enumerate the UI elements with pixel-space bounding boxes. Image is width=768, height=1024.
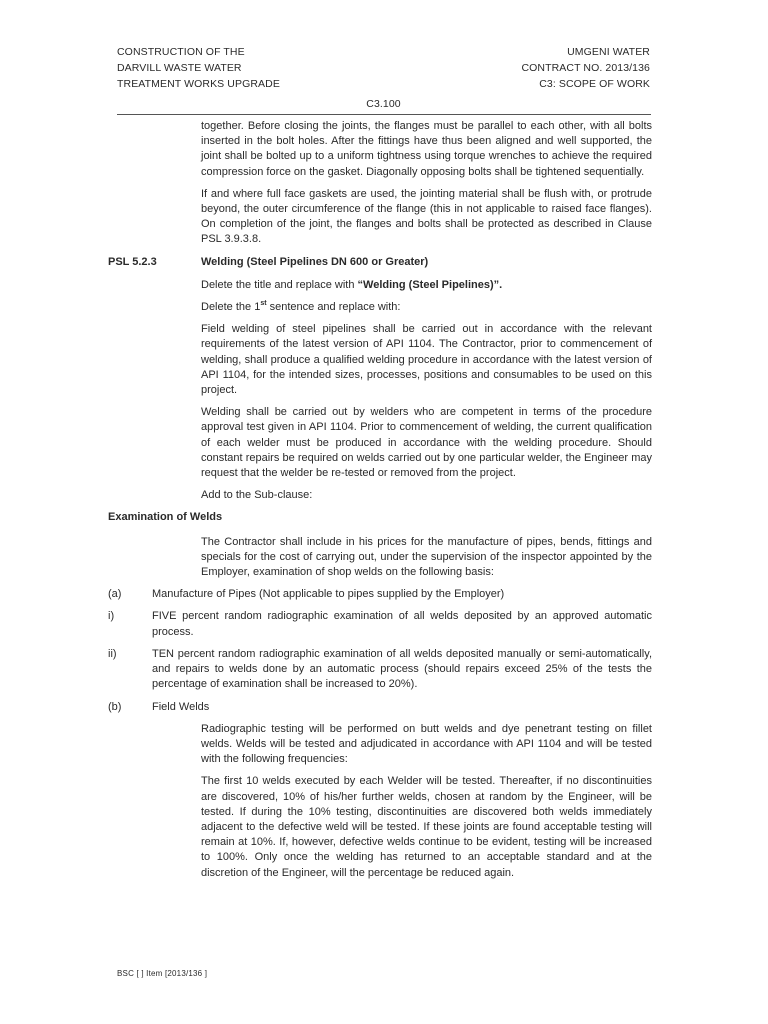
paragraph-first-ten-welds: The first 10 welds executed by each Welder will be tested. Thereafter, if no discontinuities are discovered, 10% of his/her further welds, chosen at random by the Engineer, will be tested. If during the 10% testing, discontinuities are discovered both welds immediately adjacent to the defective weld will be tested. If these joints are found acceptable testing will remain at 10%. If, however, defective welds continue to be evident, testing will be increased to 100%. Only once the welding has returned to an acceptable standard and at the discretion of the Engineer, will the percentage be reduced again. xyxy=(201,775,652,879)
paragraph-radiographic-testing: Radiographic testing will be performed on butt welds and dye penetrant testing on fillet welds. Welds will be tested and adjudicated in accordance with API 1104 and will be tested with the following frequencies: xyxy=(201,722,652,766)
header-right-line-3: C3: SCOPE OF WORK xyxy=(539,78,650,90)
header-left-line-2: DARVILL WASTE WATER xyxy=(117,62,242,74)
page-reference: C3.100 xyxy=(366,98,401,110)
header-right-line-2: CONTRACT NO. 2013/136 xyxy=(521,62,650,74)
header-divider xyxy=(117,114,651,115)
instruction-replace-sentence xyxy=(201,300,652,315)
instruction-sentence-prefix: Delete the 1 xyxy=(201,301,261,314)
instruction-replace-title-text: Delete the title and replace with xyxy=(201,278,358,291)
paragraph-examination: The Contractor shall include in his prices for the manufacture of pipes, bends, fittings and specials for the cost of carrying out, under the supervision of the inspector appointed by the Employer, examination of shop welds on the following basis: xyxy=(201,535,652,579)
instruction-add-subclause: Add to the Sub-clause: xyxy=(201,489,313,502)
document-body xyxy=(108,119,652,888)
header-left-line-3: TREATMENT WORKS UPGRADE xyxy=(117,78,280,90)
list-marker-b: (b) xyxy=(108,700,122,713)
list-item-ii xyxy=(108,647,652,693)
new-title: “Welding (Steel Pipelines)”. xyxy=(357,278,503,291)
paragraph-gaskets: If and where full face gaskets are used, the jointing material shall be flush with, or protrude beyond, the outer circumference of the flange (this in not applicable to raised face flanges). On completion of the joint, the flanges and bolts shall be protected as described in Clause PSL 3.9.3.8. xyxy=(201,187,652,246)
paragraph-flanges: together. Before closing the joints, the flanges must be parallel to each other, with all bolts inserted in the bolt holes. After the fittings have thus been aligned and well supported, the joint shall be bolted up to a uniform tightness using torque wrenches to achieve the required compression force on the gasket. Diagonally opposing bolts shall be tightened sequentially. xyxy=(201,120,652,178)
list-marker-ii: ii) xyxy=(108,647,117,660)
ordinal-superscript: st xyxy=(260,300,267,308)
list-item-a xyxy=(108,587,652,602)
list-text-ii: TEN percent random radiographic examination of all welds deposited manually or semi-automatically, and repairs to welds done by an automatic process (should repairs exceed 25% of the tests the percentage of examination shall be increased to 20%). xyxy=(152,647,652,691)
page-header xyxy=(117,44,650,112)
list-marker-a: (a) xyxy=(108,588,122,601)
header-row-3 xyxy=(117,76,650,92)
list-text-a: Manufacture of Pipes (Not applicable to pipes supplied by the Employer) xyxy=(152,588,505,601)
header-right-line-1: UMGENI WATER xyxy=(567,46,650,58)
list-text-i: FIVE percent random radiographic examination of all welds deposited by an approved automatic process. xyxy=(152,610,652,638)
list-item-i xyxy=(108,609,652,639)
paragraph-field-welding: Field welding of steel pipelines shall be carried out in accordance with the relevant requirements of the latest version of API 1104. The Contractor, prior to commencement of welding, shall produce a qualified welding procedure in accordance with the latest version of API 1104, for the intended sizes, processes, positions and consumables to be used on this project. xyxy=(201,323,652,397)
header-left-line-1: CONSTRUCTION OF THE xyxy=(117,46,245,58)
clause-number: PSL 5.2.3 xyxy=(108,255,157,268)
examination-heading: Examination of Welds xyxy=(108,511,223,524)
clause-heading xyxy=(108,255,652,270)
paragraph-welders: Welding shall be carried out by welders who are competent in terms of the procedure approval test given in API 1104. Prior to commencement of welding, the current qualification of each welder must be produced in accordance with the welding procedure. Should constant repairs be required on welds carried out by one particular welder, the Engineer may request that the welder be re-tested or removed from the project. xyxy=(201,406,652,480)
list-item-b xyxy=(108,700,652,715)
clause-title: Welding (Steel Pipelines DN 600 or Greater) xyxy=(201,255,429,268)
header-row-1 xyxy=(117,44,650,60)
instruction-sentence-suffix: sentence and replace with: xyxy=(266,301,401,314)
list-marker-i: i) xyxy=(108,610,115,623)
instruction-replace-title xyxy=(201,278,652,293)
header-row-2 xyxy=(117,60,650,76)
page-footer: BSC [ ] Item [2013/136 ] xyxy=(117,969,208,978)
list-text-b: Field Welds xyxy=(152,700,210,713)
